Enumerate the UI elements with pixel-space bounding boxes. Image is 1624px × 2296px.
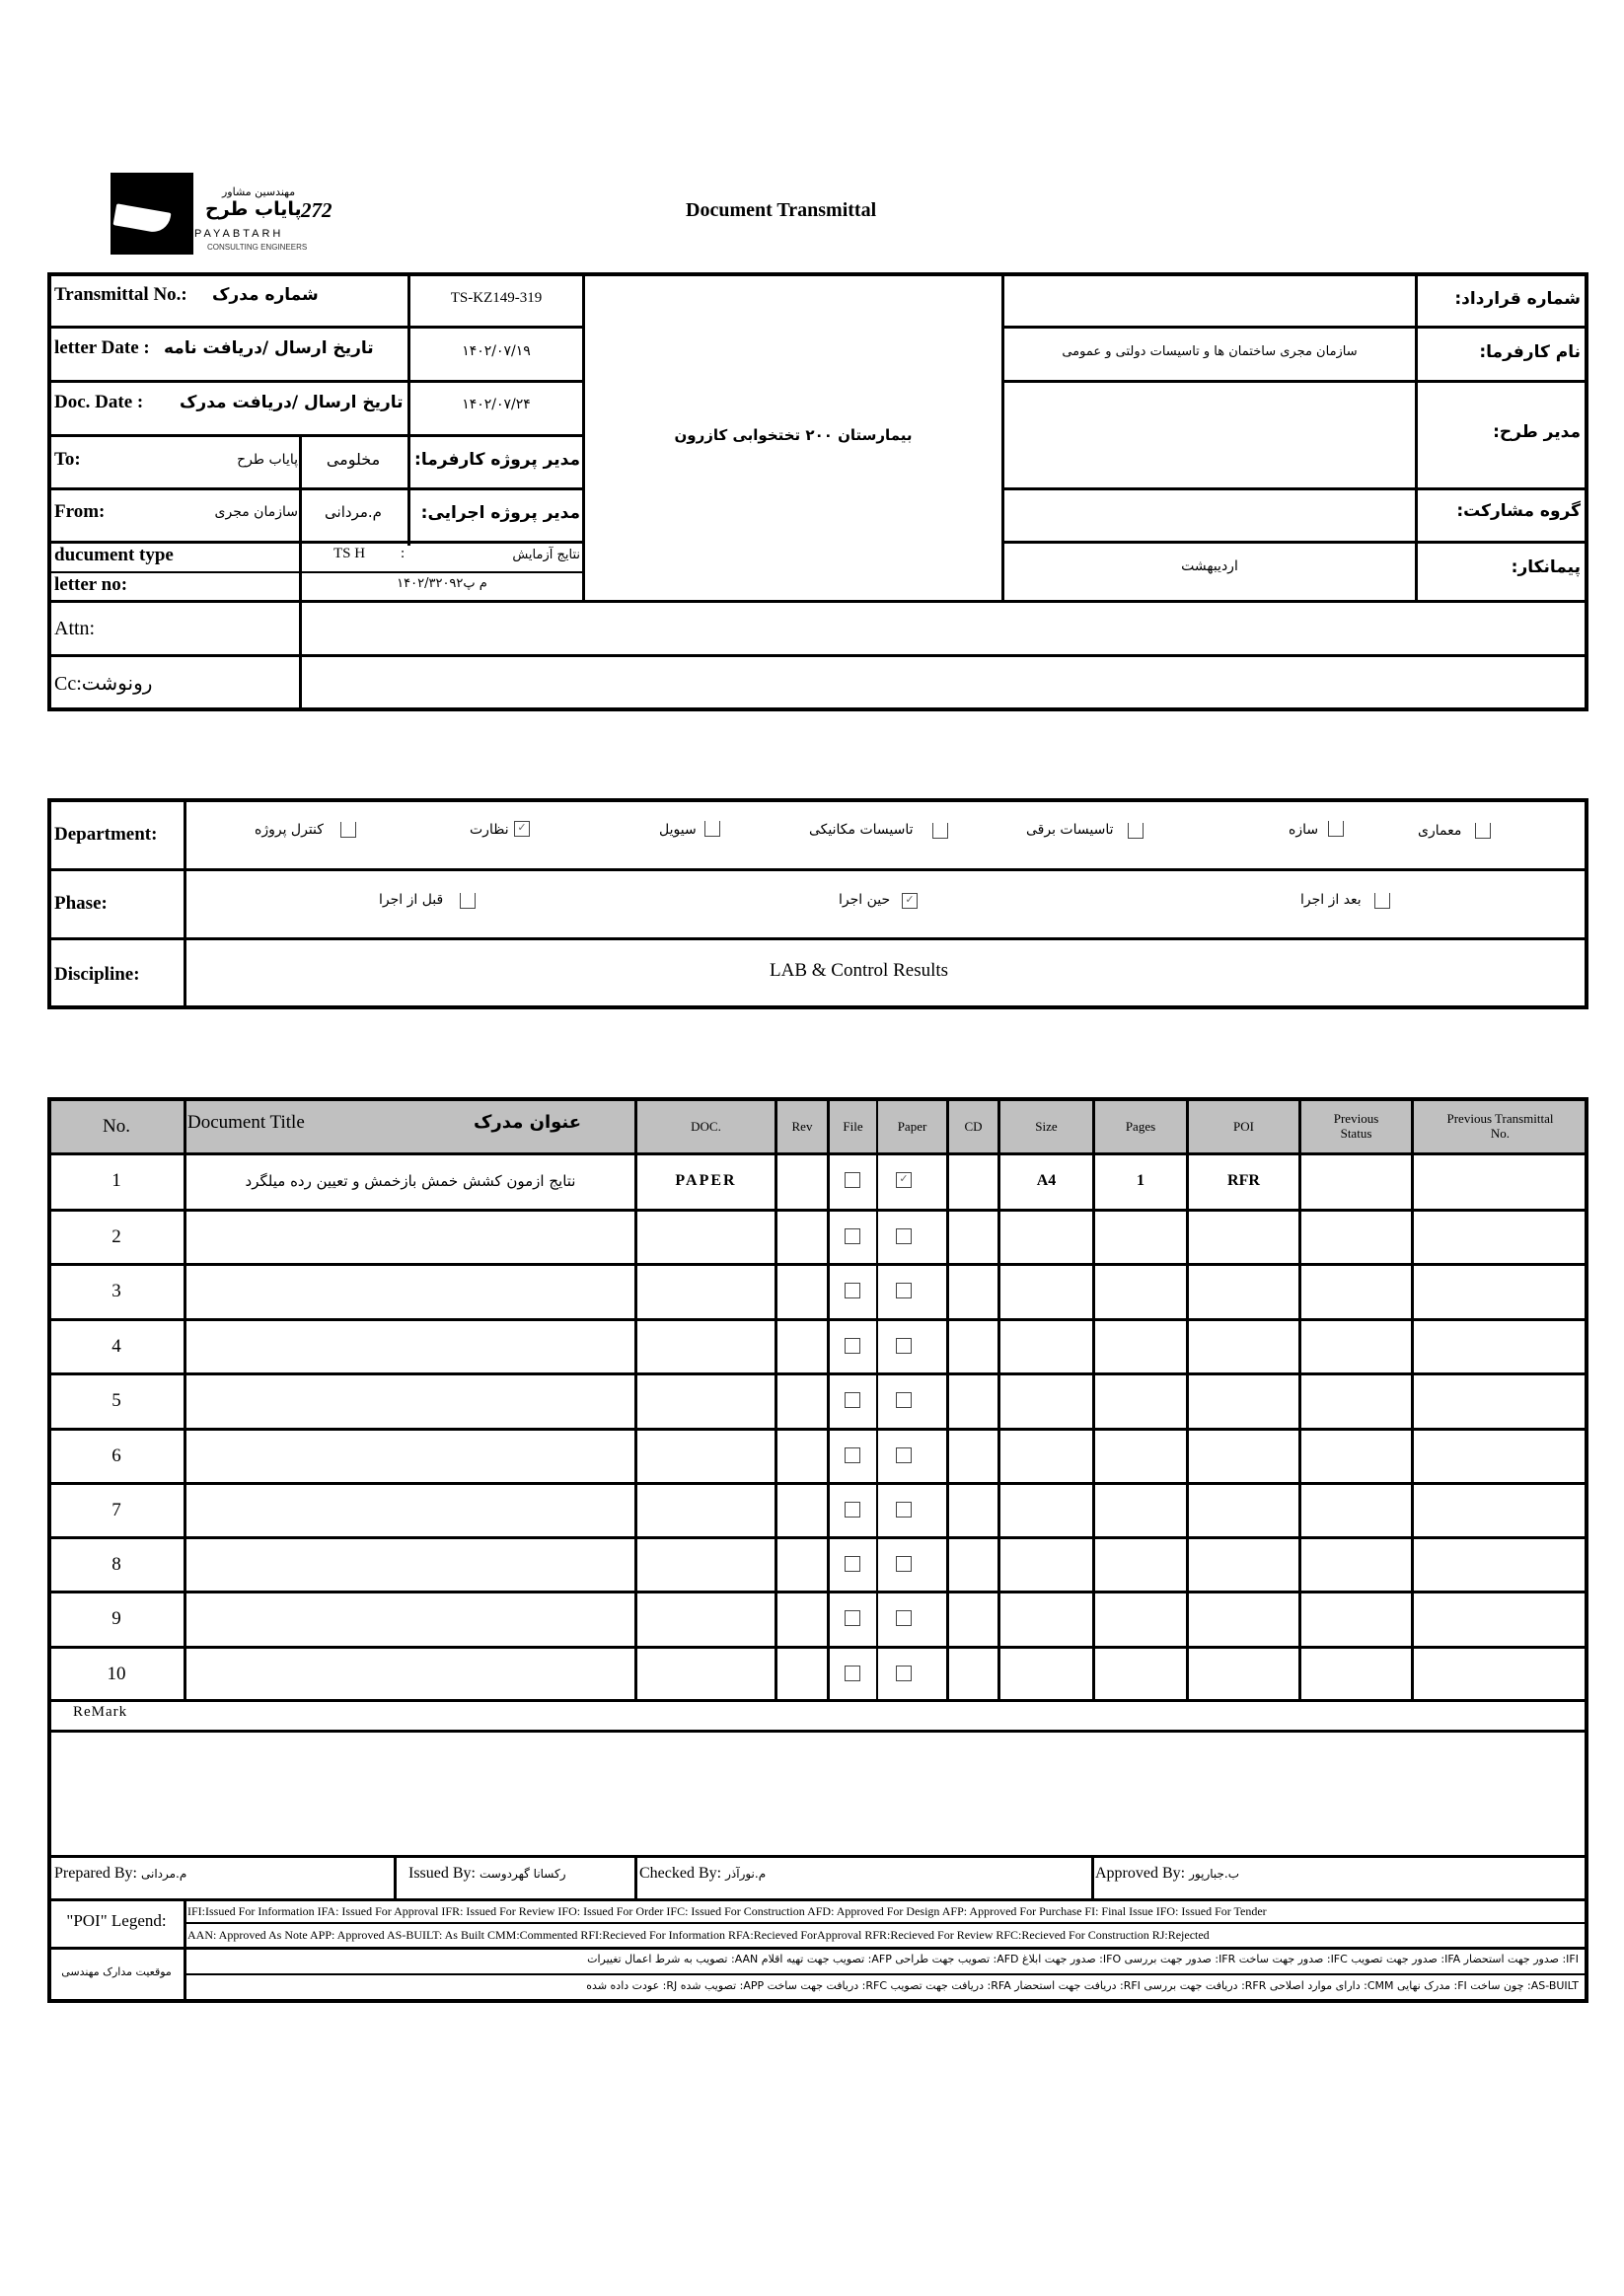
letter-no-label: letter no: (54, 574, 128, 595)
doc-date-value: ۱۴۰۲/۰۷/۲۴ (462, 397, 531, 412)
divider (47, 600, 1588, 603)
logo-name-en: PAYABTARH (194, 228, 284, 240)
row-size (1000, 1374, 1092, 1427)
row-paper-checkbox[interactable] (896, 1556, 912, 1572)
divider (1415, 272, 1418, 602)
row-previous-transmittal (1414, 1430, 1587, 1482)
discipline-value: LAB & Control Results (770, 960, 949, 981)
row-paper-checkbox[interactable]: ✓ (896, 1172, 912, 1188)
row-poi: RFR (1227, 1171, 1260, 1189)
row-previous-transmittal (1414, 1592, 1587, 1645)
row-previous-transmittal (1414, 1484, 1587, 1536)
row-doc-type (637, 1538, 775, 1591)
row-previous-status (1301, 1430, 1411, 1482)
row-file-checkbox[interactable] (845, 1610, 860, 1626)
row-rev (777, 1538, 827, 1591)
row-number: 3 (111, 1280, 121, 1301)
divider (47, 1947, 1588, 1950)
divider (184, 1922, 1588, 1924)
approved-by (1095, 1865, 1239, 1883)
phase-option-label: حین اجرا (839, 892, 891, 908)
doc-type-value: نتایج آزمایش (512, 548, 580, 562)
divider (47, 487, 584, 490)
row-cd (949, 1374, 997, 1427)
divider (47, 1898, 1588, 1901)
poi-legend-label: "POI" Legend: (66, 1911, 167, 1930)
row-previous-transmittal (1414, 1211, 1587, 1263)
row-previous-status (1301, 1265, 1411, 1317)
row-file-checkbox[interactable] (845, 1447, 860, 1463)
divider (1001, 487, 1588, 490)
transmittal-no-label-fa: شماره مدرک (212, 285, 319, 305)
row-paper-checkbox[interactable] (896, 1283, 912, 1298)
row-pages (1095, 1430, 1186, 1482)
divider (184, 1898, 186, 2001)
row-previous-status (1301, 1592, 1411, 1645)
row-previous-status (1301, 1538, 1411, 1591)
row-document-title[interactable] (186, 1265, 634, 1317)
column-header-no: No. (103, 1115, 130, 1137)
from-value: سازمان مجری (214, 504, 298, 520)
row-rev (777, 1430, 827, 1482)
row-paper-checkbox[interactable] (896, 1502, 912, 1518)
row-document-title[interactable] (186, 1592, 634, 1645)
row-number: 1 (111, 1169, 121, 1191)
row-number: 6 (111, 1444, 121, 1466)
divider (47, 571, 584, 573)
employer-value: سازمان مجری ساختمان ها و تاسیسات دولتی و عمومی (1062, 344, 1358, 359)
approved-by-value: ب.جبارپور (1189, 1867, 1240, 1881)
column-header-doc: DOC. (691, 1118, 721, 1134)
row-number: 7 (111, 1499, 121, 1520)
department-option-label: سیویل (659, 822, 697, 838)
divider (407, 437, 410, 546)
divider (1091, 1855, 1094, 1899)
poi-legend-line-1: IFI:Issued For Information IFA: Issued For Approval IFR: Issued For Review IFO: Issued For Order IFC: Issued For Construction AFD: Approved For Design AFP: Approved For Purchase FI: Final Issue IFO: Issued For Tender (187, 1904, 1267, 1918)
divider (1001, 272, 1004, 602)
phase-label: Phase: (54, 893, 108, 914)
divider (47, 937, 1588, 940)
phase-option-label: قبل از اجرا (379, 892, 444, 908)
row-pages (1095, 1211, 1186, 1263)
row-cd (949, 1265, 997, 1317)
row-doc-type (637, 1374, 775, 1427)
row-file-checkbox[interactable] (845, 1172, 860, 1188)
logo-name-fa: پایاب طرح (205, 198, 302, 220)
row-doc-type: PAPER (675, 1171, 737, 1189)
row-previous-transmittal (1414, 1648, 1587, 1700)
plan-manager-label: مدیر طرح: (1493, 422, 1581, 442)
row-pages (1095, 1265, 1186, 1317)
project-name: بیمارستان ۲۰۰ تختخوابی کازرون (674, 426, 913, 444)
to-person: مخلومی (326, 450, 381, 469)
divider (1001, 380, 1588, 383)
company-logo-mark (111, 173, 193, 255)
row-number: 5 (111, 1389, 121, 1411)
row-cd (949, 1538, 997, 1591)
divider (184, 1973, 1588, 1975)
row-previous-status (1301, 1374, 1411, 1427)
row-size (1000, 1320, 1092, 1372)
row-file-checkbox[interactable] (845, 1666, 860, 1681)
logo-subtitle-fa: مهندسین مشاور (222, 185, 296, 198)
row-rev (777, 1648, 827, 1700)
row-document-title[interactable] (186, 1211, 634, 1263)
row-number: 2 (111, 1225, 121, 1247)
row-document-title[interactable] (186, 1538, 634, 1591)
column-header-file: File (843, 1118, 863, 1134)
row-rev (777, 1211, 827, 1263)
department-option-label: تاسیسات مکانیکی (809, 822, 914, 838)
page-title: Document Transmittal (686, 199, 877, 221)
row-previous-status (1301, 1648, 1411, 1700)
row-previous-status (1301, 1154, 1411, 1207)
divider (47, 434, 584, 437)
column-header-rev: Rev (791, 1118, 813, 1134)
divider (47, 654, 1588, 657)
attn-label: Attn: (54, 618, 96, 639)
row-doc-type (637, 1211, 775, 1263)
checked-by-label: Checked By: (639, 1865, 722, 1882)
doc-type-code: TS H (333, 546, 366, 561)
row-pages: 1 (1137, 1171, 1144, 1189)
row-size (1000, 1484, 1092, 1536)
row-paper-checkbox[interactable] (896, 1447, 912, 1463)
row-file-checkbox[interactable] (845, 1502, 860, 1518)
issued-by-label: Issued By: (408, 1865, 476, 1882)
partnership-label: گروه مشارکت: (1456, 501, 1581, 521)
row-file-checkbox[interactable] (845, 1283, 860, 1298)
department-checkbox-supervision[interactable]: ✓ (514, 821, 530, 837)
row-doc-type (637, 1648, 775, 1700)
row-previous-status (1301, 1484, 1411, 1536)
divider (394, 1855, 397, 1899)
row-pages (1095, 1648, 1186, 1700)
department-label: Department: (54, 824, 158, 845)
column-header-title-fa: عنوان مدرک (474, 1112, 582, 1133)
row-rev (777, 1484, 827, 1536)
divider (47, 541, 584, 544)
row-size (1000, 1648, 1092, 1700)
checked-by-value: م.نورآذر (725, 1867, 767, 1881)
row-document-title[interactable]: نتایج ازمون کشش خمش بازخمش و تعیین رده میلگرد (245, 1171, 576, 1190)
row-pages (1095, 1538, 1186, 1591)
row-cd (949, 1154, 997, 1207)
contractor-label: پیمانکار: (1511, 557, 1581, 577)
transmittal-no-label: Transmittal No.: (54, 284, 187, 305)
from-person: م.مردانی (325, 503, 382, 521)
column-header-poi: POI (1233, 1118, 1254, 1134)
row-document-title[interactable] (186, 1648, 634, 1700)
divider (634, 1855, 637, 1899)
column-header-cd: CD (964, 1118, 983, 1134)
remark-label: ReMark (73, 1704, 128, 1720)
row-paper-checkbox[interactable] (896, 1666, 912, 1681)
letter-date-label: letter Date : (54, 337, 150, 358)
prepared-by (54, 1865, 186, 1883)
department-option-label: تاسیسات برقی (1026, 822, 1114, 838)
row-poi (1189, 1211, 1298, 1263)
row-doc-type (637, 1430, 775, 1482)
row-paper-checkbox[interactable] (896, 1610, 912, 1626)
row-doc-type (637, 1592, 775, 1645)
row-rev (777, 1320, 827, 1372)
row-paper-checkbox[interactable] (896, 1392, 912, 1408)
row-document-title[interactable] (186, 1320, 634, 1372)
row-previous-transmittal (1414, 1538, 1587, 1591)
row-rev (777, 1154, 827, 1207)
row-file-checkbox[interactable] (845, 1392, 860, 1408)
phase-checkbox-after-execution[interactable] (1374, 893, 1390, 909)
row-cd (949, 1592, 997, 1645)
letter-date-label-fa: تاریخ ارسال /دریافت نامه (164, 338, 374, 358)
row-previous-transmittal (1414, 1374, 1587, 1427)
row-number: 10 (107, 1663, 126, 1684)
prepared-by-value: م.مردانی (140, 1867, 187, 1881)
row-size (1000, 1430, 1092, 1482)
row-document-title[interactable] (186, 1374, 634, 1427)
employer-label: نام کارفرما: (1479, 342, 1581, 362)
row-file-checkbox[interactable] (845, 1556, 860, 1572)
divider (184, 798, 186, 1009)
row-size: A4 (1036, 1171, 1057, 1189)
phase-option-label: بعد از اجرا (1300, 892, 1362, 908)
department-checkbox-mechanical[interactable] (932, 823, 948, 839)
row-poi (1189, 1648, 1298, 1700)
row-poi (1189, 1592, 1298, 1645)
column-header-title-en: Document Title (187, 1112, 305, 1133)
fa-legend-line-2: AS-BUILT: چون ساخت FI: مدرک نهایی CMM: دارای موارد اصلاحی RFR: دریافت جهت بررسی RFI: دریافت جهت استحضار RFA: دریافت جهت تصویب RFC: دریافت جهت ساخت APP: تصویب شده RJ: عودت داده شده (586, 1979, 1579, 1992)
contract-no-label: شماره قرارداد: (1454, 289, 1581, 309)
divider (47, 1855, 1588, 1858)
divider (1001, 326, 1588, 329)
divider (1001, 541, 1588, 544)
row-doc-type (637, 1484, 775, 1536)
approved-by-label: Approved By: (1095, 1865, 1186, 1882)
row-rev (777, 1265, 827, 1317)
row-paper-checkbox[interactable] (896, 1338, 912, 1354)
row-file-checkbox[interactable] (845, 1228, 860, 1244)
divider (299, 600, 302, 710)
row-rev (777, 1592, 827, 1645)
letter-no-value: م پ۱۴۰۲/۳۲۰۹۲ (397, 576, 487, 591)
row-size (1000, 1592, 1092, 1645)
row-number: 8 (111, 1553, 121, 1575)
logo-subtitle-en: CONSULTING ENGINEERS (207, 243, 308, 252)
row-previous-transmittal (1414, 1154, 1587, 1207)
department-option-label: نظارت (470, 822, 509, 838)
column-header-paper: Paper (897, 1118, 927, 1134)
divider (47, 1730, 1588, 1733)
row-poi (1189, 1374, 1298, 1427)
row-poi (1189, 1484, 1298, 1536)
row-poi (1189, 1320, 1298, 1372)
row-cd (949, 1430, 997, 1482)
phase-checkbox-during-execution[interactable]: ✓ (902, 893, 918, 909)
contractor-value: اردیبهشت (1181, 558, 1238, 574)
transmittal-no-value: TS-KZ149-319 (450, 290, 543, 306)
row-cd (949, 1211, 997, 1263)
from-role-label: مدیر پروژه اجرایی: (420, 503, 580, 523)
row-previous-status (1301, 1211, 1411, 1263)
department-checkbox-electrical[interactable] (1128, 823, 1144, 839)
column-header-pages: Pages (1125, 1118, 1156, 1134)
cc-label: Cc:رونوشت (54, 673, 153, 695)
row-number: 4 (111, 1335, 121, 1357)
row-rev (777, 1374, 827, 1427)
column-header-previous-transmittal: Previous Transmittal No. (1446, 1111, 1554, 1141)
row-previous-status (1301, 1320, 1411, 1372)
row-cd (949, 1320, 997, 1372)
doc-date-label-fa: تاریخ ارسال /دریافت مدرک (180, 393, 404, 412)
department-checkbox-architecture[interactable] (1475, 823, 1491, 839)
doc-type-label: ducument type (54, 545, 174, 565)
letter-date-value: ۱۴۰۲/۰۷/۱۹ (462, 343, 531, 359)
remark-field[interactable] (55, 1737, 1581, 1853)
cc-field[interactable] (306, 663, 1579, 703)
attn-field[interactable] (306, 612, 1579, 647)
row-pages (1095, 1484, 1186, 1536)
department-option-label: معماری (1418, 823, 1462, 839)
divider (47, 326, 584, 329)
row-previous-transmittal (1414, 1320, 1587, 1372)
doc-type-separator: : (401, 546, 406, 561)
row-poi (1189, 1430, 1298, 1482)
row-cd (949, 1484, 997, 1536)
logo-number: 272 (301, 198, 332, 222)
divider (876, 1097, 878, 1701)
divider (47, 868, 1588, 871)
checked-by (639, 1865, 766, 1883)
department-checkbox-project-control[interactable] (340, 822, 356, 838)
fa-legend-label: موقعیت مدارک مهندسی (61, 1965, 172, 1978)
row-document-title[interactable] (186, 1430, 634, 1482)
row-document-title[interactable] (186, 1484, 634, 1536)
discipline-label: Discipline: (54, 964, 140, 985)
department-option-label: سازه (1289, 822, 1319, 838)
to-label: To: (54, 449, 81, 470)
row-cd (949, 1648, 997, 1700)
row-paper-checkbox[interactable] (896, 1228, 912, 1244)
row-doc-type (637, 1265, 775, 1317)
department-checkbox-civil[interactable] (704, 821, 720, 837)
department-checkbox-structure[interactable] (1328, 821, 1344, 837)
department-option-label: کنترل پروژه (255, 822, 324, 838)
to-role-label: مدیر پروژه کارفرما: (414, 450, 580, 470)
phase-checkbox-before-execution[interactable] (460, 893, 476, 909)
row-number: 9 (111, 1607, 121, 1629)
row-doc-type (637, 1320, 775, 1372)
row-poi (1189, 1538, 1298, 1591)
row-size (1000, 1538, 1092, 1591)
to-value: پایاب طرح (237, 452, 298, 468)
row-pages (1095, 1374, 1186, 1427)
row-poi (1189, 1265, 1298, 1317)
issued-by (408, 1865, 566, 1883)
row-previous-transmittal (1414, 1265, 1587, 1317)
row-pages (1095, 1320, 1186, 1372)
column-header-size: Size (1035, 1118, 1058, 1134)
row-pages (1095, 1592, 1186, 1645)
divider (827, 1097, 830, 1701)
row-file-checkbox[interactable] (845, 1338, 860, 1354)
prepared-by-label: Prepared By: (54, 1865, 137, 1882)
poi-legend-line-2: AAN: Approved As Note APP: Approved AS-BUILT: As Built CMM:Commented RFI:Recieved For Information RFA:Recieved ForApproval RFR:Recieved For Review RFC:Recieved For Construction RJ:Rejected (187, 1928, 1210, 1942)
row-size (1000, 1211, 1092, 1263)
fa-legend-line-1: IFI: صدور جهت استحضار IFA: صدور جهت تصویب IFC: صدور جهت ساخت IFR: صدور جهت بررسی IFO: صدور جهت ابلاغ AFD: تصویب جهت طراحی AFP: تصویب جهت تهیه اقلام AAN: تصویب به شرط اعمال تغییرات (587, 1953, 1579, 1965)
column-header-previous-status: Previous Status (1333, 1111, 1379, 1141)
doc-date-label: Doc. Date : (54, 392, 144, 412)
from-label: From: (54, 501, 106, 522)
row-size (1000, 1265, 1092, 1317)
issued-by-value: رکسانا گهردوست (480, 1867, 566, 1881)
divider (47, 380, 584, 383)
